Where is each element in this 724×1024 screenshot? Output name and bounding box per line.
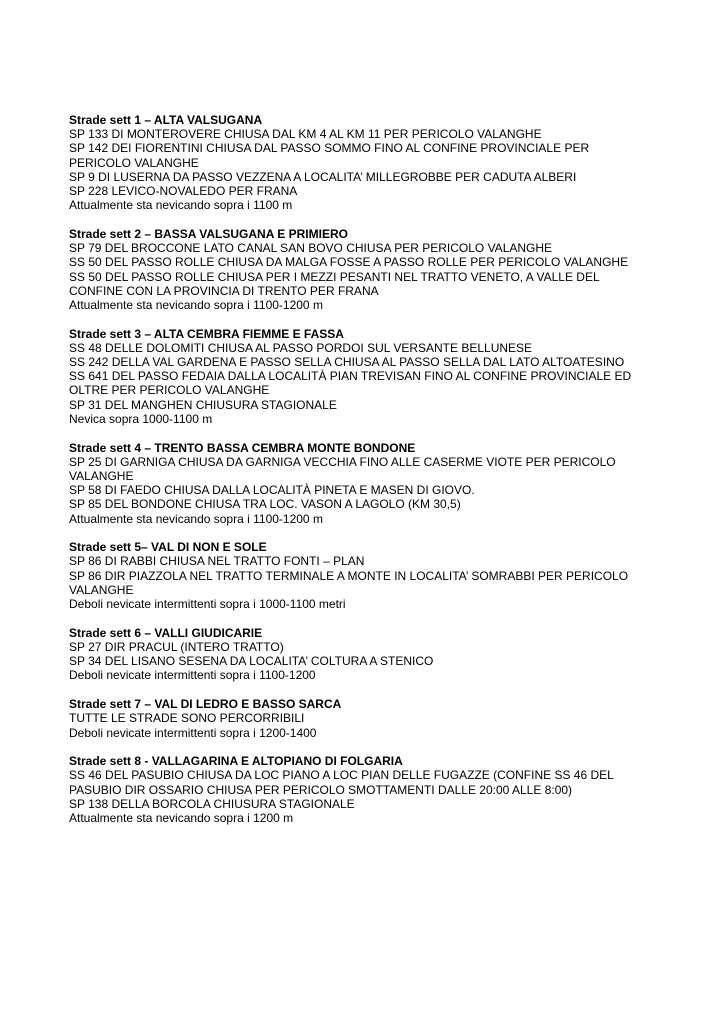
sector-heading: Strade sett 5– VAL DI NON E SOLE — [69, 540, 267, 555]
road-status-line: SP 86 DI RABBI CHIUSA NEL TRATTO FONTI – PLAN — [69, 554, 365, 569]
road-status-line: SP 85 DEL BONDONE CHIUSA TRA LOC. VASON A LAGOLO (KM 30,5) — [69, 497, 461, 512]
road-status-line: PASUBIO DIR OSSARIO CHIUSA PER PERICOLO SMOTTAMENTI DALLE 20:00 ALLE 8:00) — [69, 782, 573, 797]
road-sector-section — [69, 227, 709, 312]
sector-heading: Strade sett 3 – ALTA CEMBRA FIEMME E FASSA — [69, 326, 344, 341]
road-status-line: SP 79 DEL BROCCONE LATO CANAL SAN BOVO CHIUSA PER PERICOLO VALANGHE — [69, 241, 553, 256]
road-status-line: OLTRE PER PERICOLO VALANGHE — [69, 383, 270, 398]
road-status-line: SP 27 DIR PRACUL (INTERO TRATTO) — [69, 640, 284, 654]
road-status-line: SP 9 DI LUSERNA DA PASSO VEZZENA A LOCALITA’ MILLEGROBBE PER CADUTA ALBERI — [69, 169, 577, 184]
road-status-line: Attualmente sta nevicando sopra i 1100-1200 m — [69, 297, 323, 312]
road-status-line: CONFINE CON LA PROVINCIA DI TRENTO PER FRANA — [69, 283, 379, 298]
road-status-line: Nevica sopra 1000-1100 m — [69, 411, 213, 426]
road-status-line: VALANGHE — [69, 582, 134, 597]
road-sector-section — [69, 754, 709, 825]
sector-heading: Strade sett 6 – VALLI GIUDICARIE — [69, 625, 263, 640]
road-status-line: SS 50 DEL PASSO ROLLE CHIUSA PER I MEZZI PESANTI NEL TRATTO VENETO, A VALLE DEL — [69, 269, 600, 284]
road-status-line: SP 25 DI GARNIGA CHIUSA DA GARNIGA VECCHIA FINO ALLE CASERME VIOTE PER PERICOLO — [69, 454, 616, 469]
road-status-line: PERICOLO VALANGHE — [69, 155, 199, 170]
road-sector-section — [69, 327, 709, 426]
road-status-line: SS 641 DEL PASSO FEDAIA DALLA LOCALITÀ PIAN TREVISAN FINO AL CONFINE PROVINCIALE ED — [69, 369, 632, 384]
road-status-line: SS 242 DELLA VAL GARDENA E PASSO SELLA CHIUSA AL PASSO SELLA DAL LATO ALTOATESINO — [69, 355, 625, 370]
sector-heading: Strade sett 8 - VALLAGARINA E ALTOPIANO DI FOLGARIA — [69, 754, 403, 769]
road-status-line: TUTTE LE STRADE SONO PERCORRIBILI — [69, 711, 305, 726]
road-status-line: SP 34 DEL LISANO SESENA DA LOCALITA’ COLTURA A STENICO — [69, 654, 434, 669]
road-status-document — [69, 113, 709, 840]
road-status-line: Deboli nevicate intermittenti sopra i 1000-1100 metri — [69, 597, 346, 612]
road-status-line: VALANGHE — [69, 468, 134, 483]
road-sector-section — [69, 697, 709, 740]
road-status-line: Deboli nevicate intermittenti sopra i 1200-1400 — [69, 725, 317, 740]
road-status-line: Attualmente sta nevicando sopra i 1100-1200 m — [69, 511, 323, 526]
road-status-line: SP 58 DI FAEDO CHIUSA DALLA LOCALITÀ PINETA E MASEN DI GIOVO. — [69, 483, 475, 498]
road-status-line: SP 133 DI MONTEROVERE CHIUSA DAL KM 4 AL KM 11 PER PERICOLO VALANGHE — [69, 127, 542, 142]
road-status-line: SP 138 DELLA BORCOLA CHIUSURA STAGIONALE — [69, 796, 355, 811]
road-status-line: SP 142 DEI FIORENTINI CHIUSA DAL PASSO SOMMO FINO AL CONFINE PROVINCIALE PER — [69, 141, 590, 156]
sector-heading: Strade sett 7 – VAL DI LEDRO E BASSO SARCA — [69, 697, 342, 712]
sector-heading: Strade sett 2 – BASSA VALSUGANA E PRIMIERO — [69, 226, 348, 241]
road-status-line: SS 46 DEL PASUBIO CHIUSA DA LOC PIANO A LOC PIAN DELLE FUGAZZE (CONFINE SS 46 DEL — [69, 768, 614, 783]
road-sector-section — [69, 540, 709, 611]
road-sector-section — [69, 113, 709, 212]
road-status-line: Attualmente sta nevicando sopra i 1100 m — [69, 198, 293, 213]
road-status-line: SP 228 LEVICO-NOVALEDO PER FRANA — [69, 184, 298, 199]
road-status-line: Deboli nevicate intermittenti sopra i 1100-1200 — [69, 668, 316, 683]
road-status-line: Attualmente sta nevicando sopra i 1200 m — [69, 811, 294, 826]
sector-heading: Strade sett 4 – TRENTO BASSA CEMBRA MONTE BONDONE — [69, 440, 416, 455]
road-sector-section — [69, 441, 709, 526]
road-sector-section — [69, 626, 709, 683]
sector-heading: Strade sett 1 – ALTA VALSUGANA — [69, 113, 263, 127]
road-status-line: SS 48 DELLE DOLOMITI CHIUSA AL PASSO PORDOI SUL VERSANTE BELLUNESE — [69, 340, 533, 355]
road-status-line: SP 86 DIR PIAZZOLA NEL TRATTO TERMINALE A MONTE IN LOCALITA’ SOMRABBI PER PERICOLO — [69, 568, 629, 583]
road-status-line: SS 50 DEL PASSO ROLLE CHIUSA DA MALGA FOSSE A PASSO ROLLE PER PERICOLO VALANGHE — [69, 255, 629, 270]
road-status-line: SP 31 DEL MANGHEN CHIUSURA STAGIONALE — [69, 397, 337, 412]
